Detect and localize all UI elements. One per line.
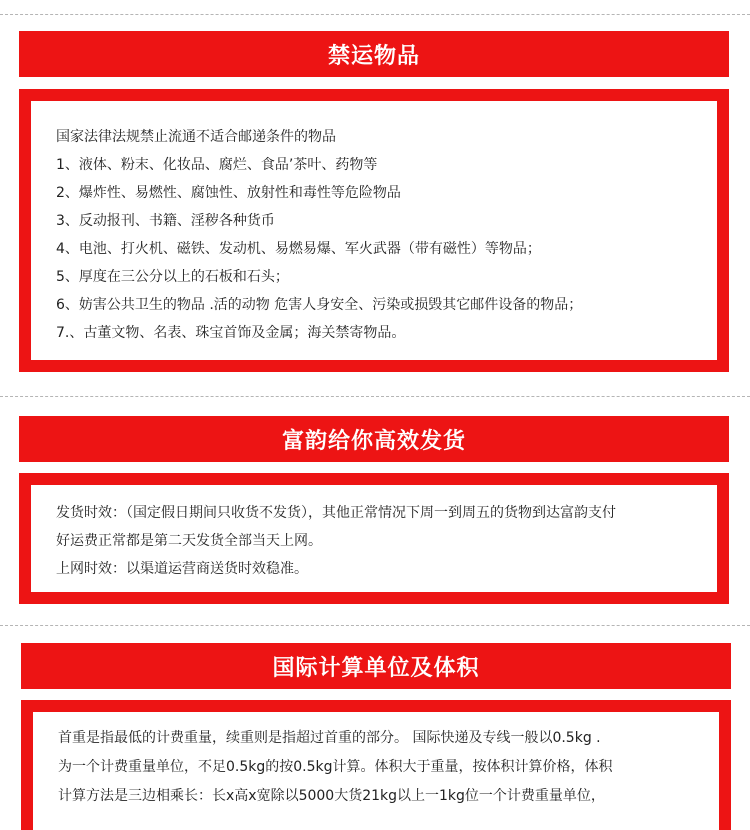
text-line: 计算方法是三边相乘长：长x高x宽除以5000大货21kg以上一1kg位一个计费重量单位，: [58, 788, 605, 804]
shipping-box: [19, 473, 729, 604]
list-item: 5、厚度在三公分以上的石板和石头；: [56, 269, 289, 285]
banned-items-box: [19, 89, 729, 372]
section-title-text: 国际计算单位及体积: [272, 655, 480, 681]
list-item: 4、电池、打火机、磁铁、发动机、易燃易爆、军火武器（带有磁性）等物品；: [56, 241, 541, 257]
section-title-international-units: [21, 643, 731, 689]
text-line: 发货时效：（国定假日期间只收货不发货），其他正常情况下周一到周五的货物到达富韵支付: [56, 505, 616, 521]
international-units-content: [33, 712, 719, 830]
text-line: 好运费正常都是第二天发货全部当天上网。: [56, 533, 322, 549]
international-units-box: [21, 700, 731, 830]
section-title-banned-items: [19, 31, 729, 77]
text-line: 为一个计费重量单位，不足0.5kg的按0.5kg计算。体积大于重量，按体积计算价格，体积: [58, 759, 613, 775]
banned-items-content: [31, 101, 717, 360]
text-line: 首重是指最低的计费重量，续重则是指超过首重的部分。 国际快递及专线一般以0.5kg .: [58, 730, 601, 746]
text-line: 国家法律法规禁止流通不适合邮递条件的物品: [56, 129, 336, 145]
section-title-text: 富韵给你高效发货: [281, 428, 466, 454]
list-item: 2、爆炸性、易燃性、腐蚀性、放射性和毒性等危险物品: [56, 185, 401, 201]
divider-top: [0, 14, 750, 15]
list-item: 1、液体、粉末、化妆品、腐烂、食品’茶叶、药物等: [56, 157, 378, 173]
list-item: 7.、古董文物、名表、珠宝首饰及金属；海关禁寄物品。: [56, 325, 406, 341]
list-item: 6、妨害公共卫生的物品 .活的动物 危害人身安全、污染或损毁其它邮件设备的物品；: [56, 297, 583, 313]
list-item: 3、反动报刊、书籍、淫秽各种货币: [56, 213, 275, 229]
divider-2: [0, 625, 750, 626]
section-title-shipping: [19, 416, 729, 462]
section-title-text: 禁运物品: [327, 43, 420, 69]
text-line: 上网时效：以渠道运营商送货时效稳准。: [56, 561, 308, 577]
shipping-content: [31, 485, 717, 592]
divider-1: [0, 396, 750, 397]
